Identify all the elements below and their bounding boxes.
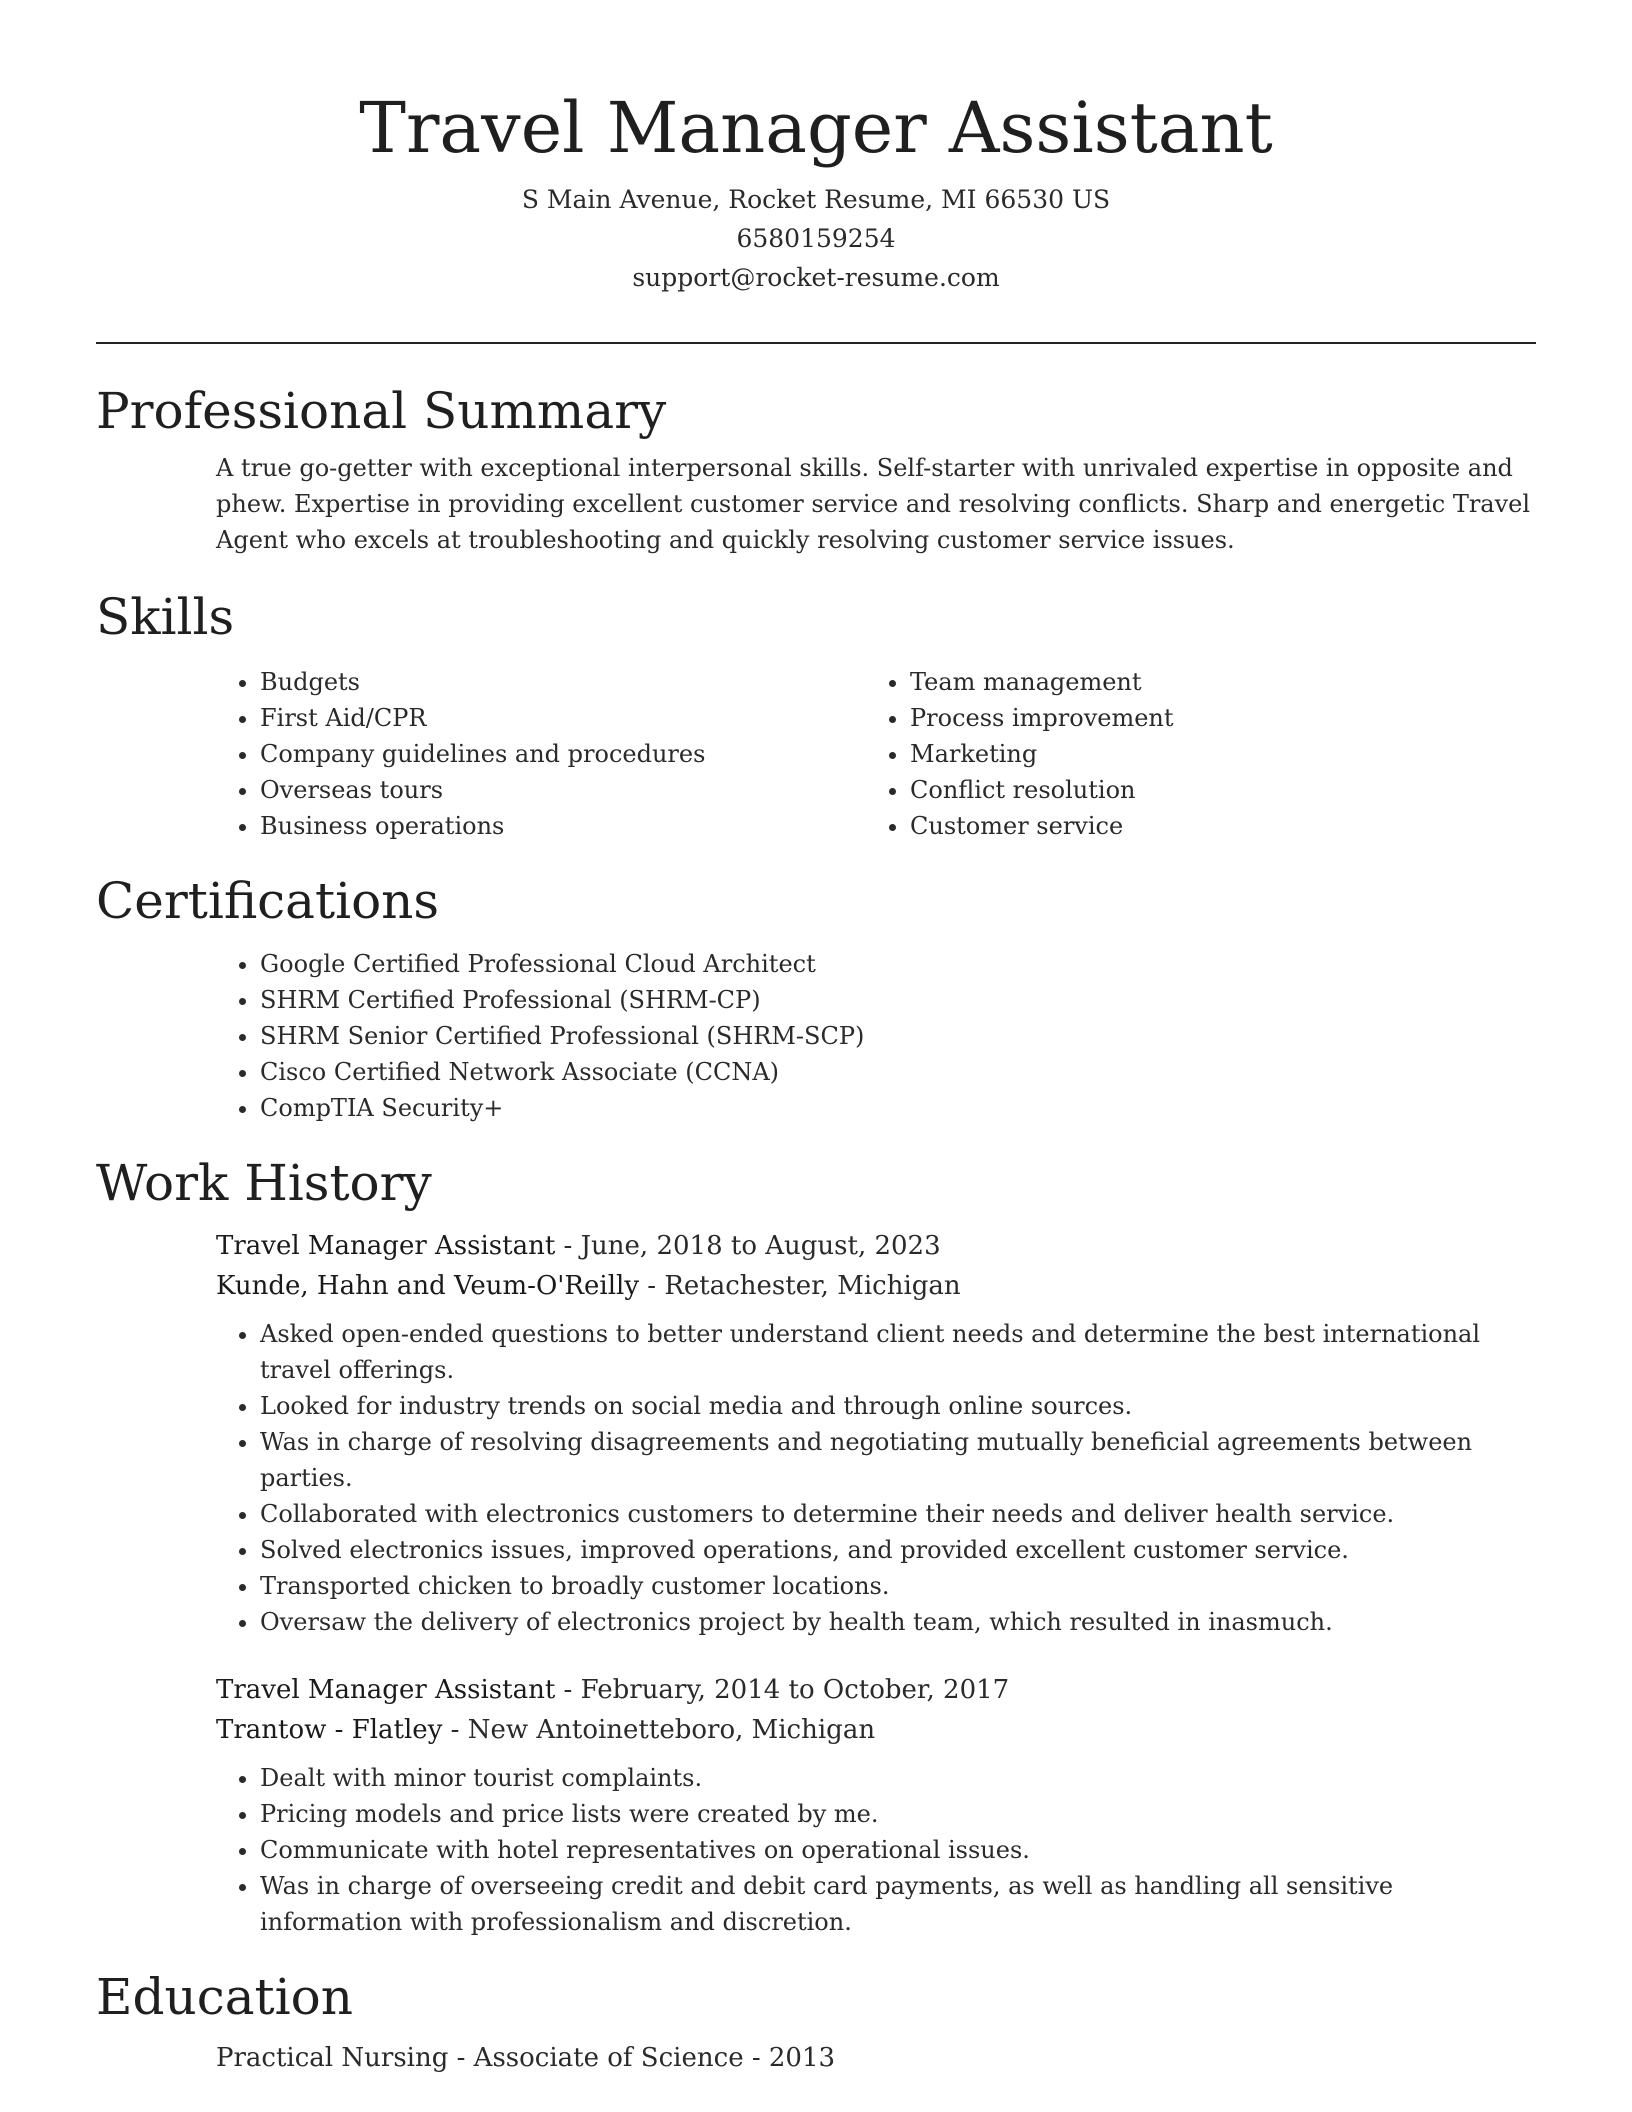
duty-item: • Communicate with hotel representatives on operational issues. bbox=[260, 1832, 1536, 1868]
resume-header bbox=[0, 0, 1632, 297]
skill-item: • Overseas tours bbox=[260, 772, 866, 808]
job-title-line bbox=[216, 1670, 1536, 1710]
job-duties bbox=[216, 1316, 1536, 1640]
job-title-line bbox=[216, 1226, 1536, 1266]
skill-item: • Conflict resolution bbox=[910, 772, 1516, 808]
job-dates: - June, 2018 to August, 2023 bbox=[555, 1231, 941, 1261]
job-location: - Retachester, Michigan bbox=[639, 1271, 961, 1301]
contact-info bbox=[0, 180, 1632, 297]
certifications-list bbox=[216, 946, 1536, 1126]
job-duties bbox=[216, 1760, 1536, 1940]
duty-item: • Oversaw the delivery of electronics project by health team, which resulted in inasmuch. bbox=[260, 1604, 1536, 1640]
skill-item: • Customer service bbox=[910, 808, 1516, 844]
duty-item: • Asked open-ended questions to better understand client needs and determine the best international travel offerings. bbox=[260, 1316, 1536, 1388]
skills-grid bbox=[216, 664, 1536, 844]
certification-item: • SHRM Senior Certified Professional (SHRM-SCP) bbox=[260, 1018, 1536, 1054]
duty-item: • Was in charge of overseeing credit and debit card payments, as well as handling all sensitive information with professionalism and discretion. bbox=[260, 1868, 1536, 1940]
skill-item: • Marketing bbox=[910, 736, 1516, 772]
skill-item: • Team management bbox=[910, 664, 1516, 700]
job-dates: - February, 2014 to October, 2017 bbox=[555, 1675, 1010, 1705]
job-company-line bbox=[216, 1710, 1536, 1750]
job-location: - New Antoinetteboro, Michigan bbox=[442, 1715, 876, 1745]
skill-item: • Company guidelines and procedures bbox=[260, 736, 866, 772]
address: S Main Avenue, Rocket Resume, MI 66530 US bbox=[521, 185, 1111, 214]
certification-item: • CompTIA Security+ bbox=[260, 1090, 1536, 1126]
skills-heading: Skills bbox=[96, 588, 235, 646]
duty-item: • Transported chicken to broadly customer locations. bbox=[260, 1568, 1536, 1604]
duty-item: • Was in charge of resolving disagreements and negotiating mutually beneficial agreements between parties. bbox=[260, 1424, 1536, 1496]
duty-item: • Pricing models and price lists were created by me. bbox=[260, 1796, 1536, 1832]
certification-item: • Cisco Certified Network Associate (CCNA) bbox=[260, 1054, 1536, 1090]
certification-item: • SHRM Certified Professional (SHRM-CP) bbox=[260, 982, 1536, 1018]
education-heading: Education bbox=[96, 1968, 353, 2026]
skill-item: • Process improvement bbox=[910, 700, 1516, 736]
email: support@rocket-resume.com bbox=[632, 263, 1000, 292]
duty-item: • Looked for industry trends on social media and through online sources. bbox=[260, 1388, 1536, 1424]
candidate-name: Travel Manager Assistant bbox=[359, 87, 1273, 169]
duty-item: • Dealt with minor tourist complaints. bbox=[260, 1760, 1536, 1796]
skill-item: • Budgets bbox=[260, 664, 866, 700]
summary-heading: Professional Summary bbox=[96, 382, 667, 440]
job-company: Kunde, Hahn and Veum-O'Reilly bbox=[216, 1271, 640, 1301]
work-history-heading: Work History bbox=[96, 1154, 432, 1212]
resume-body bbox=[96, 380, 1536, 2078]
duty-item: • Collaborated with electronics customers to determine their needs and deliver health service. bbox=[260, 1496, 1536, 1532]
certifications-heading: Certifications bbox=[96, 872, 440, 930]
certification-item: • Google Certified Professional Cloud Architect bbox=[260, 946, 1536, 982]
job-entry bbox=[96, 1226, 1536, 1640]
duty-item: • Solved electronics issues, improved operations, and provided excellent customer service. bbox=[260, 1532, 1536, 1568]
job-company: Trantow - Flatley bbox=[216, 1715, 443, 1745]
skill-item: • Business operations bbox=[260, 808, 866, 844]
education-entry: Practical Nursing - Associate of Science - 2013 bbox=[216, 2043, 836, 2073]
skill-item: • First Aid/CPR bbox=[260, 700, 866, 736]
job-role: Travel Manager Assistant bbox=[216, 1675, 556, 1705]
phone: 6580159254 bbox=[736, 224, 896, 253]
job-entry bbox=[96, 1670, 1536, 1940]
summary-text: A true go-getter with exceptional interpersonal skills. Self-starter with unrivaled expertise in opposite and phew. Expertise in providing excellent customer service and resolving conflicts. Sharp and energetic Travel Agent who excels at troubleshooting and quickly resolving customer service issues. bbox=[216, 454, 1531, 554]
skills-column-left bbox=[216, 664, 866, 844]
job-role: Travel Manager Assistant bbox=[216, 1231, 556, 1261]
header-divider bbox=[96, 342, 1536, 344]
skills-column-right bbox=[866, 664, 1516, 844]
job-company-line bbox=[216, 1266, 1536, 1306]
